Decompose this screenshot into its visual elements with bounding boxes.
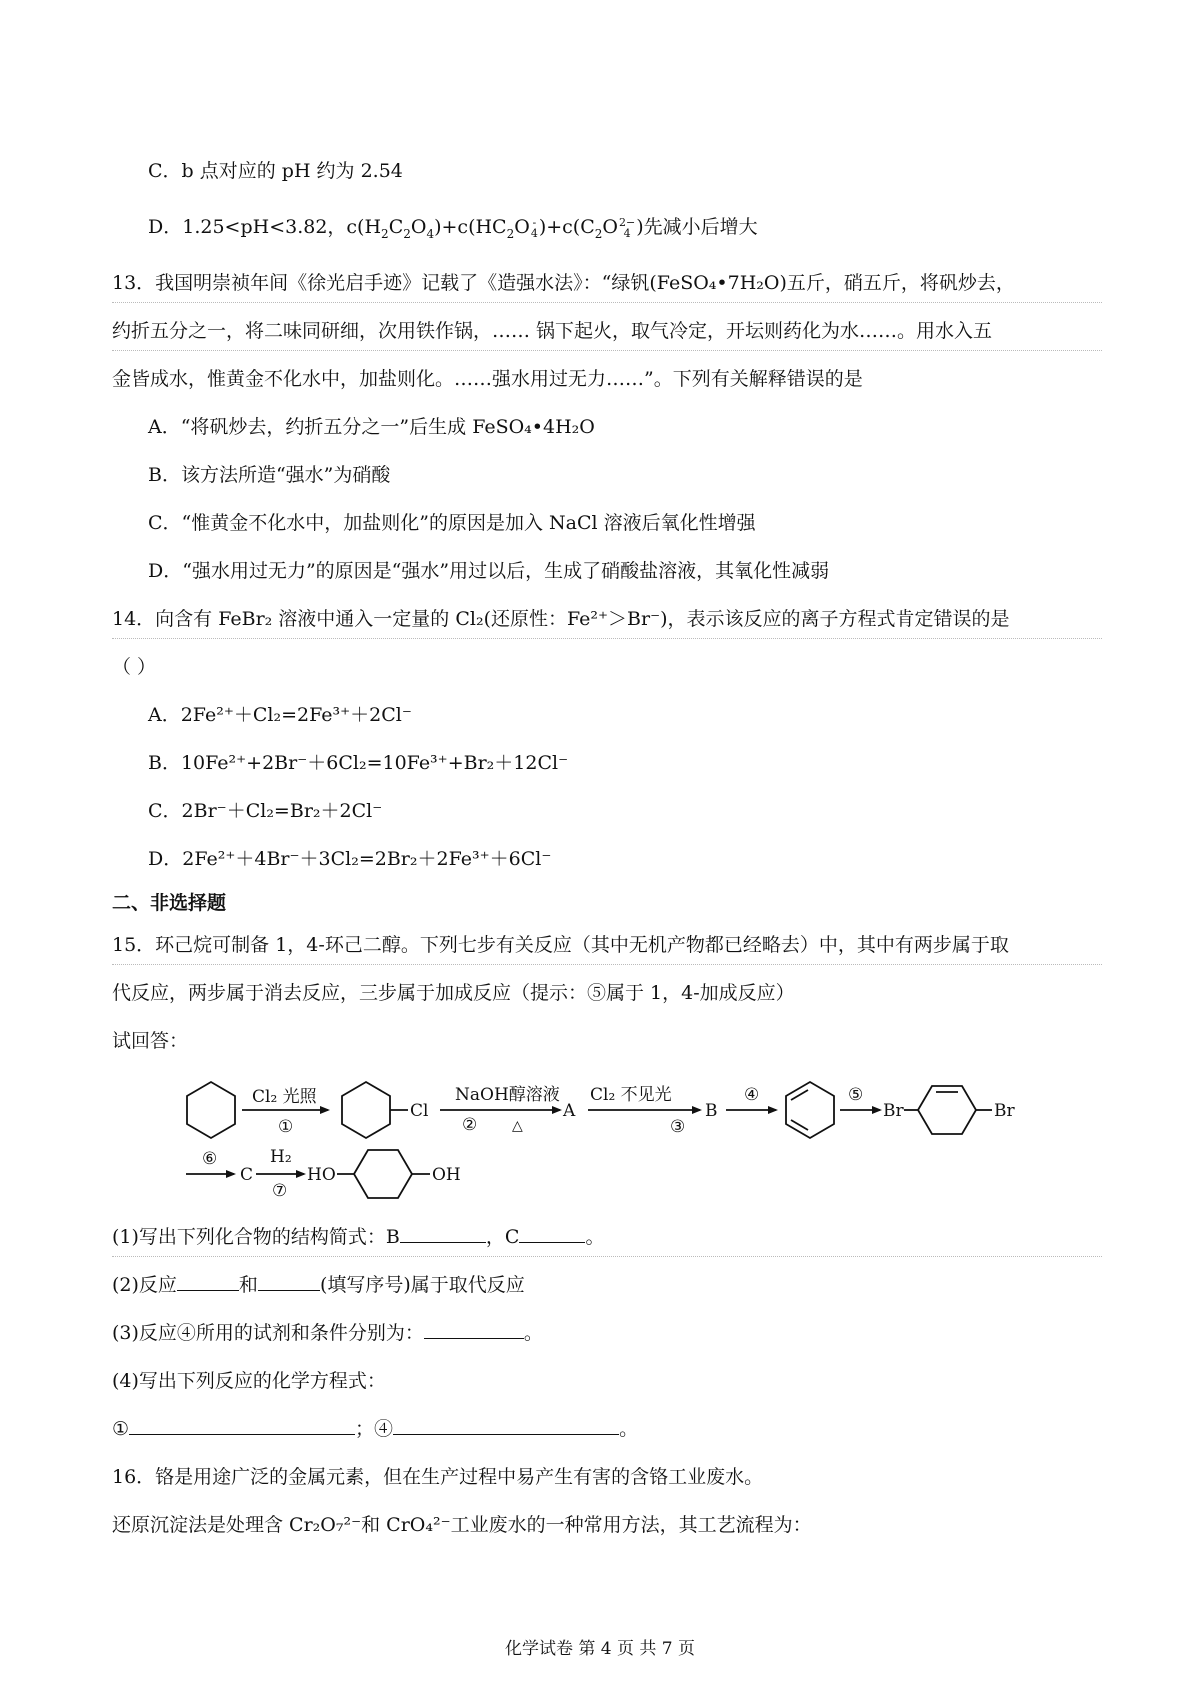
reagent-2: NaOH醇溶液	[455, 1085, 560, 1105]
q13-option-a: A．“将矾炒去，约折五分之一”后生成 FeSO₄•4H₂O	[148, 416, 595, 438]
q15-sub3: (3)反应④所用的试剂和条件分别为： 。	[112, 1322, 543, 1344]
q12-option-d: D．1.25<pH<3.82，$c(H_2C_2O_4)+c(HC_2O$ - 4 )$+c(C_2O$ 2− 4 )先减小后增大	[148, 216, 758, 241]
step-1-label: ①	[278, 1117, 294, 1137]
q15-sub4: (4)写出下列反应的化学方程式：	[112, 1370, 386, 1392]
hydroxyl-left: HO	[307, 1165, 336, 1185]
q15-sub4-answers: ① ；④ 。	[112, 1418, 639, 1440]
q15-stem-line1: 15．环己烷可制备 1，4-环己二醇。下列七步有关反应（其中无机产物都已经略去）中，其中有两步属于取	[112, 934, 1009, 956]
step-3-label: ③	[670, 1117, 686, 1137]
step-4-label: ④	[744, 1085, 760, 1105]
q15-stem-line3: 试回答：	[112, 1030, 189, 1052]
section-heading: 二、非选择题	[112, 892, 227, 914]
page-footer: 化学试卷 第 4 页 共 7 页	[504, 1639, 696, 1659]
q13-option-d: D．“强水用过无力”的原因是“强水”用过以后，生成了硝酸盐溶液，其氧化性减弱	[148, 560, 830, 582]
step-7-label: ⑦	[272, 1181, 288, 1201]
q12-option-c: C．b 点对应的 pH 约为 2.54	[148, 160, 403, 182]
q16-stem-line2: 还原沉淀法是处理含 Cr₂O₇²⁻和 CrO₄²⁻工业废水的一种常用方法，其工艺流程为：	[112, 1514, 812, 1536]
reagent-1: Cl₂ 光照	[252, 1087, 317, 1107]
q13-stem-line3: 金皆成水，惟黄金不化水中，加盐则化。……强水用过无力……”。下列有关解释错误的是	[112, 368, 863, 390]
bromo-substituent-left: Br	[883, 1101, 904, 1121]
compound-b: B	[705, 1101, 718, 1121]
q14-option-a: A．2Fe²⁺＋Cl₂=2Fe³⁺＋2Cl⁻	[148, 704, 412, 726]
q14-option-d: D．2Fe²⁺＋4Br⁻＋3Cl₂=2Br₂＋2Fe³⁺＋6Cl⁻	[148, 848, 552, 870]
compound-a: A	[563, 1101, 576, 1121]
step-2-label: ②	[462, 1115, 478, 1135]
q13-option-b: B．该方法所造“强水”为硝酸	[148, 464, 391, 486]
bromo-substituent-right: Br	[994, 1101, 1015, 1121]
step-5-label: ⑤	[848, 1085, 864, 1105]
cyclohexadiene-ring	[786, 1082, 834, 1138]
q13-stem-line1: 13．我国明崇祯年间《徐光启手迹》记载了《造强水法》：“绿钒(FeSO₄•7H₂O)五斤，硝五斤，将矾炒去，	[112, 272, 1015, 294]
q16-stem-line1: 16．铬是用途广泛的金属元素，但在生产过程中易产生有害的含铬工业废水。	[112, 1466, 764, 1488]
reagent-7: H₂	[270, 1147, 292, 1167]
compound-c: C	[240, 1165, 254, 1185]
q14-stem-line2: （ ）	[112, 656, 157, 678]
q14-stem-line1: 14．向含有 FeBr₂ 溶液中通入一定量的 Cl₂(还原性：Fe²⁺＞Br⁻)，表示该反应的离子方程式肯定错误的是	[112, 608, 1010, 630]
q14-option-b: B．10Fe²⁺+2Br⁻＋6Cl₂=10Fe³⁺+Br₂＋12Cl⁻	[148, 752, 569, 774]
heat-symbol: △	[512, 1118, 523, 1134]
step-6-label: ⑥	[202, 1149, 218, 1169]
cyclohexane-ring	[187, 1082, 235, 1138]
q15-sub1: (1)写出下列化合物的结构简式：B ，C 。	[112, 1226, 605, 1248]
q14-option-c: C．2Br⁻＋Cl₂=Br₂＋2Cl⁻	[148, 800, 383, 822]
q13-option-c: C．“惟黄金不化水中，加盐则化”的原因是加入 NaCl 溶液后氧化性增强	[148, 512, 756, 534]
reaction-scheme	[0, 1060, 1200, 1210]
q15-stem-line2: 代反应，两步属于消去反应，三步属于加成反应（提示：⑤属于 1，4-加成反应）	[112, 982, 795, 1004]
q15-sub2: (2)反应 和 (填写序号)属于取代反应	[112, 1274, 525, 1296]
cyclohexanediol-ring	[354, 1150, 412, 1198]
dibromocyclohexene-ring	[918, 1086, 976, 1134]
hydroxyl-right: OH	[432, 1165, 461, 1185]
chlorocyclohexane-ring	[342, 1082, 390, 1138]
reagent-3: Cl₂ 不见光	[590, 1085, 672, 1105]
chloro-substituent: Cl	[410, 1101, 429, 1121]
q13-stem-line2: 约折五分之一，将二味同研细，次用铁作锅，…… 锅下起火，取气冷定，开坛则药化为水……。用水入五	[112, 320, 993, 342]
